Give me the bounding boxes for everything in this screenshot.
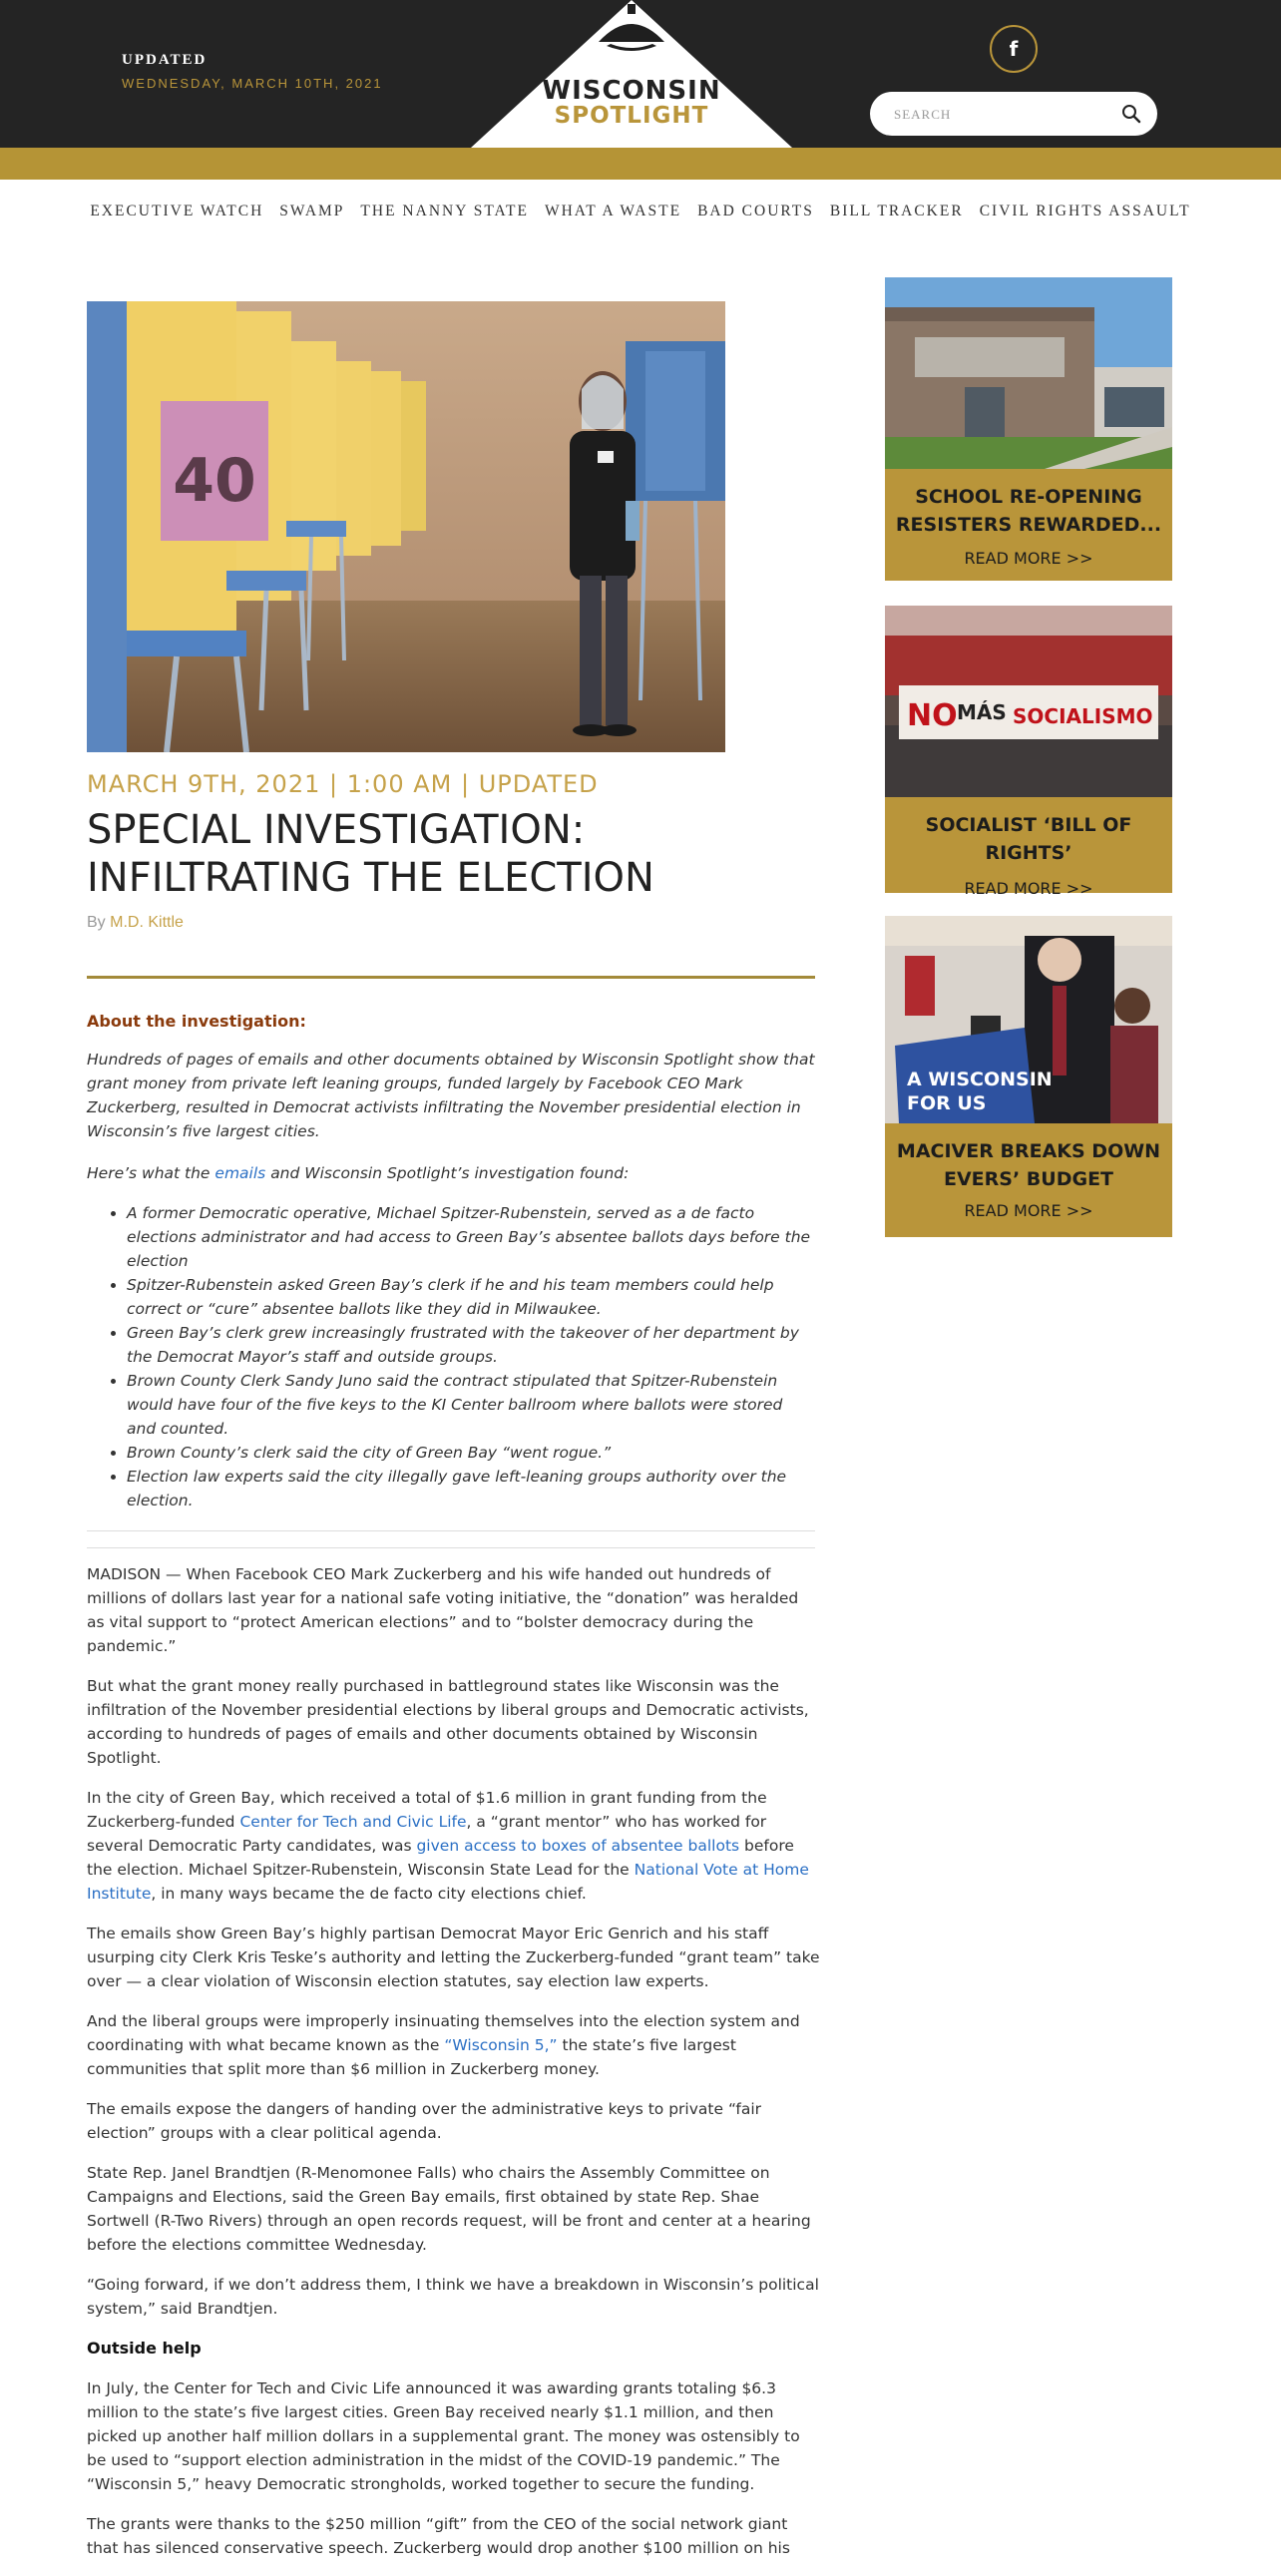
main-nav [0, 196, 1281, 227]
divider [87, 1547, 815, 1548]
absentee-ballots-link[interactable]: given access to boxes of absentee ballots [416, 1837, 740, 1855]
article-body [87, 1562, 820, 2576]
updated-label: UPDATED [122, 52, 208, 68]
paragraph: But what the grant money really purchased in battleground states like Wisconsin was the infiltration of the November presidential elections by liberal groups and Democratic activists, according to hundreds of pages of emails and other documents obtained by Wisconsin Spotlight. [87, 1677, 809, 1767]
paragraph [87, 2009, 820, 2081]
read-more-link[interactable]: READ MORE >> [964, 879, 1093, 898]
site-logo[interactable] [439, 0, 824, 148]
governor-podium-image [885, 916, 1172, 1123]
list-item: • Brown County’s clerk said the city of Green Bay “went rogue.” [127, 1441, 815, 1465]
divider [87, 1530, 815, 1531]
paragraph [87, 1786, 820, 1906]
search-box[interactable] [870, 92, 1157, 136]
facebook-icon: f [1009, 37, 1019, 61]
protest-sign-text-1: NO [907, 698, 958, 733]
read-more-link[interactable]: READ MORE >> [964, 549, 1093, 568]
read-more-link[interactable]: READ MORE >> [964, 1201, 1093, 1220]
wisconsin-5-link[interactable]: “Wisconsin 5,” [444, 2036, 558, 2054]
nav-item-executive-watch[interactable]: EXECUTIVE WATCH [90, 203, 264, 219]
divider [87, 976, 815, 979]
booth-number: 40 [173, 446, 256, 516]
sidebar-card-budget[interactable] [885, 916, 1172, 1237]
school-building-image [885, 277, 1172, 469]
nav-item-bill-tracker[interactable]: BILL TRACKER [829, 203, 964, 219]
paragraph: MADISON — When Facebook CEO Mark Zuckerberg and his wife handed out hundreds of millions of dollars last year for a national safe voting initiative, the “donation” was heralded as vital support to “protect American elections” and to “bolster democracy during the pandemic.” [87, 1565, 799, 1655]
text-span: In the city of Green Bay, which received a total of $1.6 million in grant funding from the Zuckerberg-funded [87, 1789, 767, 1831]
card-title[interactable]: MACIVER BREAKS DOWN EVERS’ BUDGET [896, 1140, 1161, 1190]
nav-item-bad-courts[interactable]: BAD COURTS [697, 203, 814, 219]
nav-item-civil-rights-assault[interactable]: CIVIL RIGHTS ASSAULT [979, 203, 1191, 219]
search-icon[interactable] [1121, 104, 1141, 124]
nav-item-nanny-state[interactable]: THE NANNY STATE [360, 203, 529, 219]
list-item: • Green Bay’s clerk grew increasingly frustrated with the takeover of her department by the Democrat Mayor’s staff and outside groups. [127, 1321, 815, 1369]
paragraph: The grants were thanks to the $250 million “gift” from the CEO of the social network giant that has silenced conservative speech. Zuckerberg would drop another $100 million on his [87, 2515, 790, 2557]
findings-intro-suffix: and Wisconsin Spotlight’s investigation found: [270, 1164, 630, 1182]
text-span: And the liberal groups were improperly insinuating themselves into the election system and coordinating with what became known as the [87, 2012, 800, 2054]
card-title[interactable]: SOCIALIST ‘BILL OF RIGHTS’ [925, 814, 1132, 864]
author-link[interactable]: M.D. Kittle [110, 914, 184, 931]
text-span: , a “grant mentor” who has worked for several Democratic Party candidates, was [87, 1813, 767, 1855]
paragraph: “Going forward, if we don’t address them, I think we have a breakdown in Wisconsin’s political system,” said Brandtjen. [87, 2276, 819, 2318]
byline [87, 914, 184, 932]
findings-list [87, 1201, 815, 1512]
findings-intro [87, 1161, 820, 1185]
protest-image [885, 606, 1172, 797]
text-span: , in many ways became the de facto city elections chief. [151, 1885, 587, 1903]
vote-at-home-link[interactable]: National Vote at Home Institute [87, 1861, 809, 1903]
byline-prefix: By [87, 914, 106, 931]
site-header [0, 0, 1281, 148]
protest-sign-text-2: MÁS [957, 700, 1007, 724]
nav-item-swamp[interactable]: SWAMP [279, 203, 345, 219]
logo-wordmark-top: WISCONSIN [542, 76, 721, 106]
card-title[interactable]: SCHOOL RE-OPENING RESISTERS REWARDED... [895, 486, 1162, 536]
list-item: • A former Democratic operative, Michael Spitzer-Rubenstein, served as a de facto elections administrator and had access to Green Bay’s absentee ballots days before the election [127, 1201, 815, 1273]
about-heading: About the investigation: [87, 1012, 306, 1031]
emails-link[interactable]: emails [214, 1164, 266, 1182]
article-hero-image [87, 301, 725, 752]
updated-date: WEDNESDAY, MARCH 10TH, 2021 [122, 76, 383, 91]
article-meta: MARCH 9TH, 2021 | 1:00 AM | UPDATED [87, 770, 599, 798]
about-text: Hundreds of pages of emails and other documents obtained by Wisconsin Spotlight show that grant money from private left leaning groups, funded largely by Facebook CEO Mark Zuckerberg, resulted in Democrat activists infiltrating the November presidential election in Wisconsin’s five largest cities. [87, 1051, 815, 1140]
podium-text-1: A WISCONSIN [907, 1069, 1053, 1090]
text-span: before the election. Michael Spitzer-Rubenstein, Wisconsin State Lead for the [87, 1837, 794, 1879]
ctcl-link[interactable]: Center for Tech and Civic Life [239, 1813, 467, 1831]
protest-sign-text-3: SOCIALISMO [1013, 704, 1153, 728]
list-item: • Election law experts said the city illegally gave left-leaning groups authority over the election. [127, 1465, 815, 1512]
facebook-button[interactable] [990, 25, 1038, 73]
podium-text-2: FOR US [907, 1092, 987, 1114]
text-span: the state’s five largest communities that split more than $6 million in Zuckerberg money. [87, 2036, 736, 2078]
sidebar-card-school[interactable] [885, 277, 1172, 581]
paragraph: The emails expose the dangers of handing over the administrative keys to private “fair election” groups with a clear political agenda. [87, 2100, 762, 2142]
section-heading: Outside help [87, 2339, 202, 2358]
list-item: • Brown County Clerk Sandy Juno said the contract stipulated that Spitzer-Rubenstein would have four of the five keys to the KI Center ballroom where ballots were stored and counted. [127, 1369, 815, 1441]
search-input[interactable] [892, 102, 1115, 128]
sidebar-card-bill-of-rights[interactable] [885, 606, 1172, 898]
nav-item-what-a-waste[interactable]: WHAT A WASTE [544, 203, 682, 219]
list-item: • Spitzer-Rubenstein asked Green Bay’s clerk if he and his team members could help correct or “cure” absentee ballots like they did in Milwaukee. [127, 1273, 815, 1321]
paragraph: The emails show Green Bay’s highly partisan Democrat Mayor Eric Genrich and his staff usurping city Clerk Kris Teske’s authority and letting the Zuckerberg-funded “grant team” take over — a clear violation of Wisconsin election statutes, say election law experts. [87, 1925, 820, 1990]
paragraph: In July, the Center for Tech and Civic Life announced it was awarding grants totaling $6.3 million to the state’s five largest cities. Green Bay received nearly $1.1 million, and then picked up another half million dollars in a supplemental grant. The money was ostensibly to be used to “support election administration in the midst of the COVID-19 pandemic.” The “Wisconsin 5,” heavy Democratic strongholds, worked together to secure the funding. [87, 2379, 800, 2493]
paragraph: State Rep. Janel Brandtjen (R-Menomonee Falls) who chairs the Assembly Committee on Campaigns and Elections, said the Green Bay emails, first obtained by state Rep. Shae Sortwell (R-Two Rivers) through an open records request, will be front and center at a hearing before the elections committee Wednesday. [87, 2164, 811, 2254]
header-gold-stripe [0, 148, 1281, 180]
logo-wordmark-bottom: SPOTLIGHT [554, 103, 709, 129]
article-title: SPECIAL INVESTIGATION: INFILTRATING THE ELECTION [87, 807, 654, 901]
findings-intro-prefix: Here’s what the [87, 1164, 211, 1182]
